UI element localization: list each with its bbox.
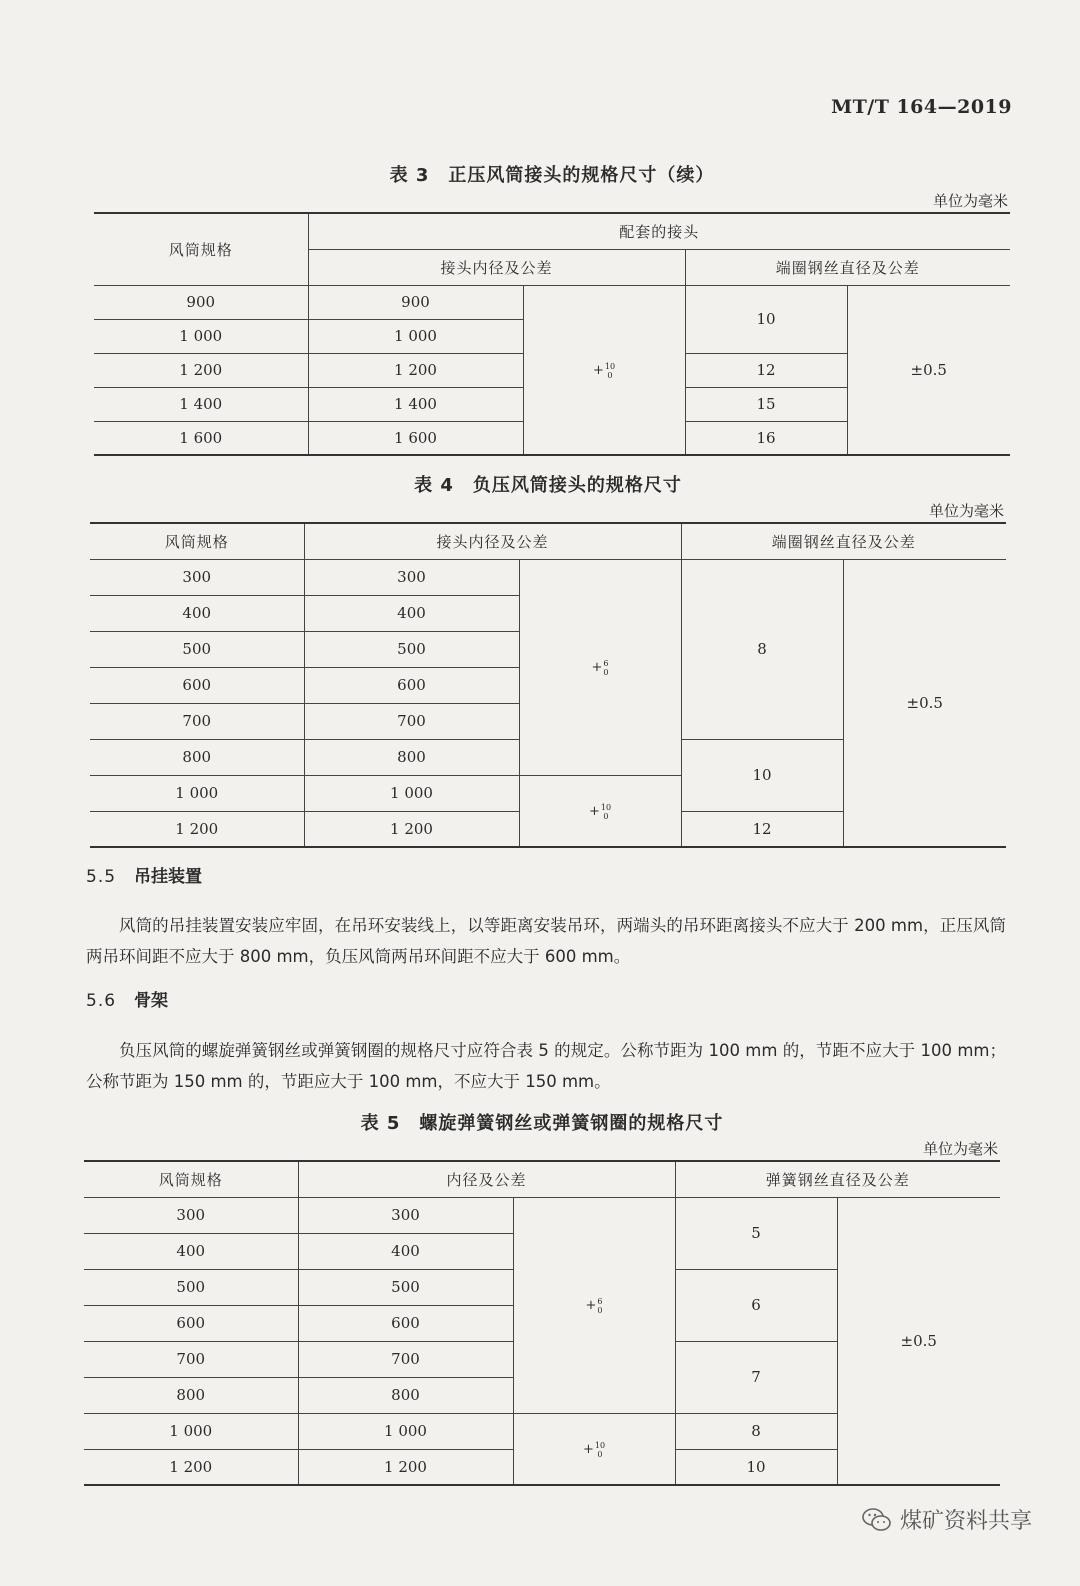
watermark [862,1504,1032,1535]
table-cell: 300 [304,559,519,595]
table-cell: 600 [90,667,304,703]
table-3-inner-tolerance: + 10 0 [523,285,685,455]
table-4-inner-tolerance-a: + 6 0 [519,559,681,775]
table-cell: 1 000 [304,775,519,811]
table-5-block [84,1110,1000,1486]
table-3 [94,212,1010,456]
table-cell: 900 [94,285,308,319]
table-4-block [90,472,1006,848]
table-4-header-spec: 风筒规格 [90,523,304,559]
table-cell: 10 [675,1449,837,1485]
table-3-header-inner: 接头内径及公差 [308,249,685,285]
table-cell: 8 [681,559,843,739]
wechat-icon [862,1507,892,1533]
table-cell: 400 [90,595,304,631]
table-5-header-inner: 内径及公差 [298,1161,675,1197]
table-5-caption: 表 5 螺旋弹簧钢丝或弹簧钢圈的规格尺寸 [360,1113,724,1134]
table-3-header-wire: 端圈钢丝直径及公差 [685,249,1010,285]
table-cell: 400 [298,1233,513,1269]
table-cell: 600 [304,667,519,703]
table-cell: 1 000 [308,319,523,353]
table-4-unit: 单位为毫米 [928,502,1004,520]
table-5-inner-tolerance-a: + 6 0 [513,1197,675,1413]
table-cell: 1 600 [308,421,523,455]
table-cell: 1 000 [84,1413,298,1449]
table-3-wire-tolerance: ±0.5 [847,285,1010,455]
table-cell: 1 000 [298,1413,513,1449]
table-cell: 1 600 [94,421,308,455]
table-cell: 10 [681,739,843,811]
table-4-header-inner: 接头内径及公差 [304,523,681,559]
table-5-inner-tolerance-b: + 10 0 [513,1413,675,1485]
table-3-header-joint: 配套的接头 [308,213,1010,249]
table-4-header-wire: 端圈钢丝直径及公差 [681,523,1006,559]
table-3-caption: 表 3 正压风筒接头的规格尺寸（续） [389,165,715,186]
table-4-inner-tolerance-b: + 10 0 [519,775,681,847]
table-cell: 16 [685,421,847,455]
table-cell: 1 000 [90,775,304,811]
table-cell: 1 200 [94,353,308,387]
section-5-5-paragraph: 风筒的吊挂装置安装应牢固，在吊环安装线上，以等距离安装吊环，两端头的吊环距离接头不应大于 200 mm，正压风筒两吊环间距不应大于 800 mm，负压风筒两吊环间距不应大于 600 mm。 [86,916,1006,966]
table-cell: 800 [84,1377,298,1413]
table-4-caption: 表 4 负压风筒接头的规格尺寸 [414,475,682,496]
table-cell: 8 [675,1413,837,1449]
table-cell: 700 [304,703,519,739]
table-cell: 800 [90,739,304,775]
section-5-6-paragraph: 负压风筒的螺旋弹簧钢丝或弹簧钢圈的规格尺寸应符合表 5 的规定。公称节距为 100 mm 的，节距不应大于 100 mm；公称节距为 150 mm 的，节距应大于 100 mm，不应大于 150 mm。 [86,1041,1006,1091]
table-cell: 900 [308,285,523,319]
table-cell: 600 [84,1305,298,1341]
table-4-wire-tolerance: ±0.5 [843,559,1006,847]
table-cell: 500 [90,631,304,667]
table-5-header-wire: 弹簧钢丝直径及公差 [675,1161,1000,1197]
section-number: 5.6 [86,991,117,1011]
table-cell: 1 000 [94,319,308,353]
section-title: 吊挂装置 [134,867,203,887]
table-cell: 7 [675,1341,837,1413]
table-cell: 800 [304,739,519,775]
table-cell: 400 [304,595,519,631]
table-5-wire-tolerance: ±0.5 [837,1197,1000,1485]
table-cell: 600 [298,1305,513,1341]
table-cell: 12 [681,811,843,847]
table-cell: 700 [84,1341,298,1377]
table-cell: 12 [685,353,847,387]
table-cell: 500 [84,1269,298,1305]
table-cell: 10 [685,285,847,353]
table-4 [90,522,1006,848]
table-cell: 300 [298,1197,513,1233]
table-cell: 700 [90,703,304,739]
table-3-unit: 单位为毫米 [932,192,1008,210]
table-cell: 700 [298,1341,513,1377]
table-cell: 400 [84,1233,298,1269]
table-cell: 1 200 [304,811,519,847]
table-cell: 15 [685,387,847,421]
section-5-5-heading [86,862,202,887]
table-3-header-spec: 风筒规格 [94,213,308,285]
table-cell: 1 200 [90,811,304,847]
table-cell: 500 [304,631,519,667]
table-cell: 500 [298,1269,513,1305]
table-cell: 1 200 [298,1449,513,1485]
table-3-block [94,162,1010,456]
table-cell: 300 [84,1197,298,1233]
table-cell: 1 400 [308,387,523,421]
section-title: 骨架 [134,991,169,1011]
section-number: 5.5 [86,867,117,887]
table-cell: 800 [298,1377,513,1413]
table-cell: 300 [90,559,304,595]
table-cell: 1 400 [94,387,308,421]
section-5-6-heading [86,986,168,1011]
table-5-header-spec: 风筒规格 [84,1161,298,1197]
table-5-unit: 单位为毫米 [922,1140,998,1158]
watermark-text: 煤矿资料共享 [899,1509,1032,1534]
table-cell: 1 200 [308,353,523,387]
table-5 [84,1160,1000,1486]
document-code: MT/T 164—2019 [831,96,1012,118]
table-cell: 6 [675,1269,837,1341]
table-cell: 1 200 [84,1449,298,1485]
table-cell: 5 [675,1197,837,1269]
